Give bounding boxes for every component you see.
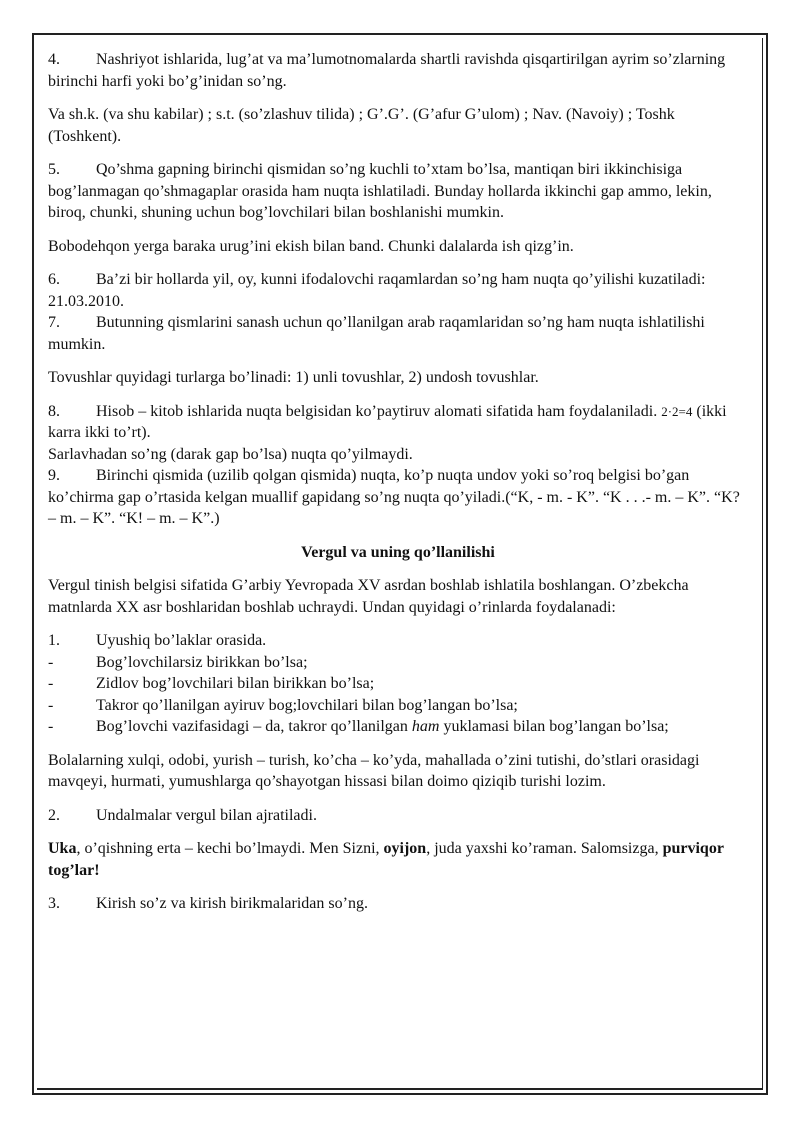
item-9: 9. Birinchi qismida (uzilib qolgan qismida) nuqta, ko’p nuqta undov yoki so’roq belgisi bo’gan ko’chirma gap o’rtasida kelgan muallif gapidang so’ng nuqta qo’yiladi.(“K, - m. - K”. “K . . .- m. – K”. “K? – m. – K”. “K! – m. – K”.)	[48, 467, 740, 527]
section-item-1-example: Bolalarning xulqi, odobi, yurish – turish, ko’cha – ko’yda, mahallada o’zini tutishi, do’stlari orasidagi mavqeyi, hurmati, yumushlarga qo’shayotgan hissasi bilan doimo qiziqib turishi lozim.	[48, 751, 700, 790]
section-item-2: 2. Undalmalar vergul bilan ajratiladi.	[48, 806, 317, 824]
section-heading: Vergul va uning qo’llanilishi	[301, 543, 495, 561]
item-5: 5. Qo’shma gapning birinchi qismidan so’ng kuchli to’xtam bo’lsa, mantiqan biri ikkinchisiga bog’lanmagan qo’shmagaplar orasida ham nuqta ishlatiladi. Bunday hollarda ikkinchi gap ammo, lekin, biroq, chunki, shuning uchun bog’lovchilari bilan boshlanishi mumkin.	[48, 161, 712, 221]
section-item-1: 1. Uyushiq bo’laklar orasida.	[48, 632, 267, 649]
section-item-3: 3. Kirish so’z va kirish birikmalaridan so’ng.	[48, 895, 368, 912]
item-4: 4. Nashriyot ishlarida, lug’at va ma’lumotnomalarda shartli ravishda qisqartirilgan ayrim so’zlarning birinchi harfi yoki bo’g’inidan so’ng.	[48, 51, 726, 90]
section-intro: Vergul tinish belgisi sifatida G’arbiy Yevropada XV asrdan boshlab ishlatila boshlangan. O’zbekcha matnlarda XX asr boshlaridan boshlab uchraydi. Undan quyidagi o’rinlarda foydalanadi:	[48, 577, 689, 616]
item-8: 8. Hisob – kitob ishlarida nuqta belgisidan ko’paytiruv alomati sifatida ham foydalaniladi. 2·2=4 (ikki karra ikki to’rt).	[48, 402, 727, 441]
section-item-2-example: Uka, o’qishning erta – kechi bo’lmaydi. Men Sizni, oyijon, juda yaxshi ko’raman. Salomsizga, purviqor tog’lar!	[48, 840, 724, 879]
item-7-example: Tovushlar quyidagi turlarga bo’linadi: 1) unli tovushlar, 2) undosh tovushlar.	[48, 369, 539, 386]
section-item-1-sub-3: - Takror qo’llanilgan ayiruv bog;lovchilari bilan bog’langan bo’lsa;	[48, 696, 518, 714]
document-body	[48, 49, 748, 915]
item-5-example: Bobodehqon yerga baraka urug’ini ekish bilan band. Chunki dalalarda ish qizg’in.	[48, 237, 574, 255]
section-item-1-sub-4: - Bog’lovchi vazifasidagi – da, takror qo’llanilgan ham yuklamasi bilan bog’langan bo’lsa;	[48, 718, 669, 735]
math-expression: 2·2=4	[661, 403, 693, 419]
section-item-1-sub-2: - Zidlov bog’lovchilari bilan birikkan bo’lsa;	[48, 675, 375, 692]
item-6: 6. Ba’zi bir hollarda yil, oy, kunni ifodalovchi raqamlardan so’ng ham nuqta qo’yilishi kuzatiladi: 21.03.2010.	[48, 271, 706, 310]
section-item-1-sub-1: - Bog’lovchilarsiz birikkan bo’lsa;	[48, 653, 308, 671]
item-8-note: Sarlavhadan so’ng (darak gap bo’lsa) nuqta qo’yilmaydi.	[48, 445, 413, 463]
item-7: 7. Butunning qismlarini sanash uchun qo’llanilgan arab raqamlaridan so’ng ham nuqta ishlatilishi mumkin.	[48, 314, 705, 353]
item-4-example: Va sh.k. (va shu kabilar) ; s.t. (so’zlashuv tilida) ; G’.G’. (G’afur G’ulom) ; Nav. (Navoiy) ; Toshk (Toshkent).	[48, 106, 675, 145]
